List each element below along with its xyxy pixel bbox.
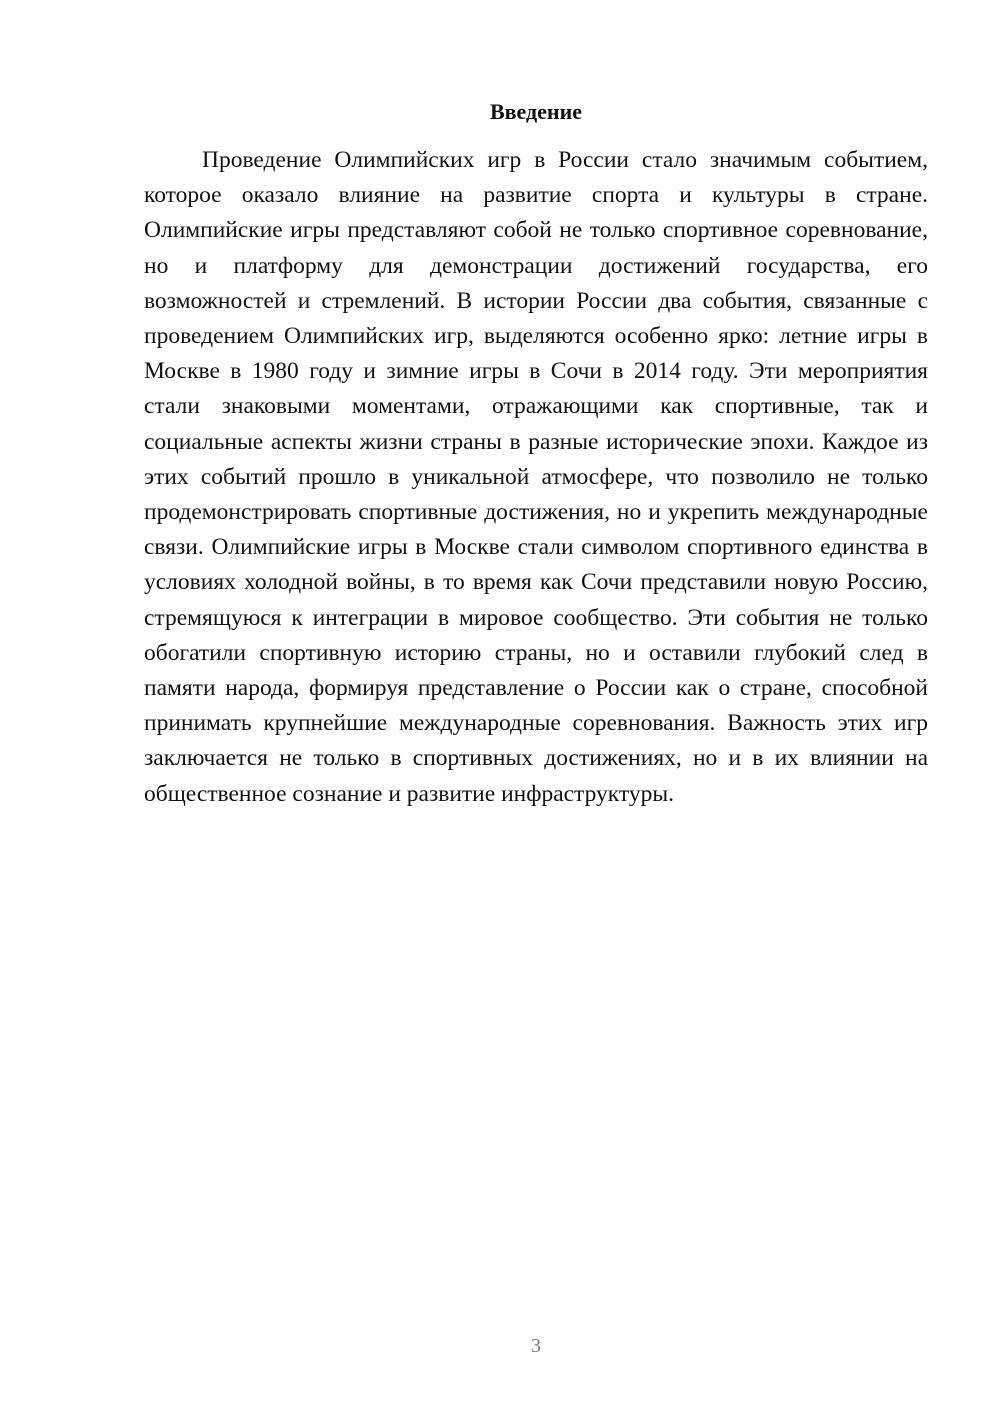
body-paragraph: Проведение Олимпийских игр в России стало значимым событием, которое оказало влияние на развитие спорта и культуры в стране. Олимпийские игры представляют собой не только спортивное соревнование, но и платформу для демонстрации достижений государства, его возможностей и стремлений. В истории России два события, связанные с проведением Олимпийских игр, выделяются особенно ярко: летние игры в Москве в 1980 году и зимние игры в Сочи в 2014 году. Эти мероприятия стали знаковыми моментами, отражающими как спортивные, так и социальные аспекты жизни страны в разные исторические эпохи. Каждое из этих событий прошло в уникальной атмосфере, что позволило не только продемонстрировать спортивные достижения, но и укрепить международные связи. Олимпийские игры в Москве стали символом спортивного единства в условиях холодной войны, в то время как Сочи представили новую Россию, стремящуюся к интеграции в мировое сообщество. Эти события не только обогатили спортивную историю страны, но и оставили глубокий след в памяти народа, формируя представление о России как о стране, способной принимать крупнейшие международные соревнования. Важность этих игр заключается не только в спортивных достижениях, но и в их влиянии на общественное сознание и развитие инфраструктуры. [144, 147, 928, 807]
page-number: 3 [531, 1335, 541, 1357]
section-heading: Введение [489, 99, 583, 124]
